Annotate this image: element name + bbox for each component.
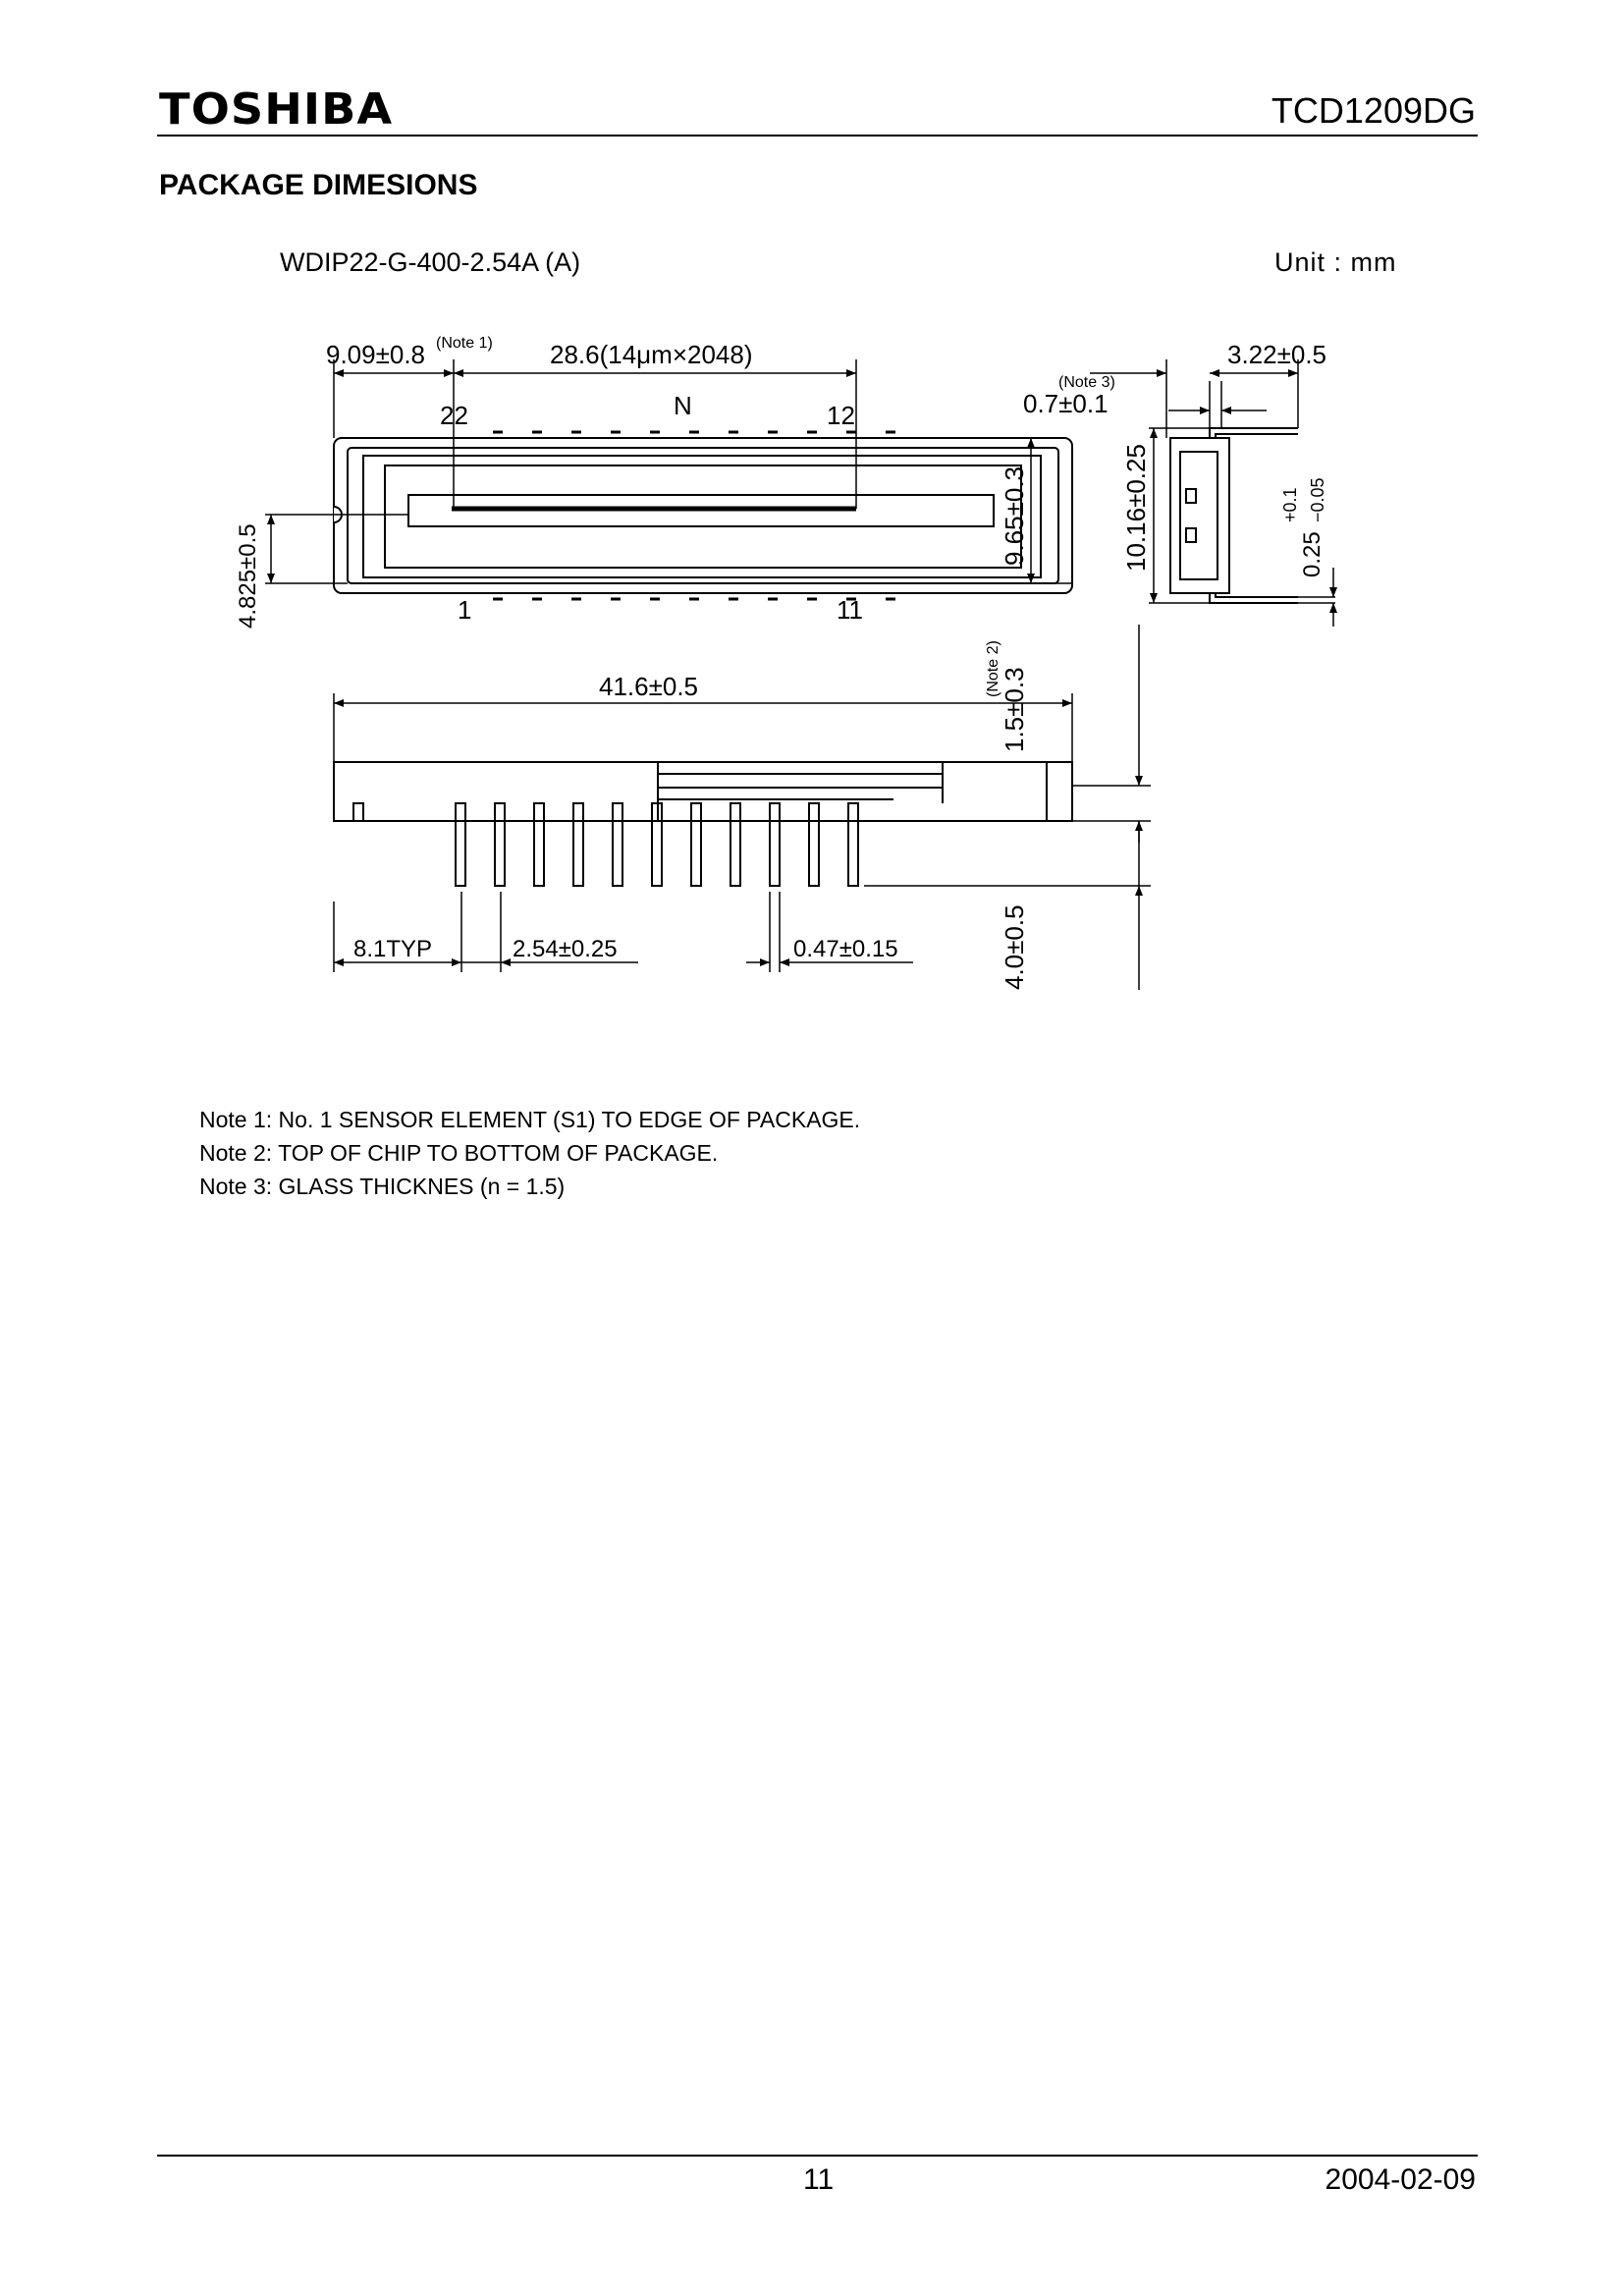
dim-label: 0.47±0.15 [793, 936, 898, 962]
dim-label: 28.6(14μm×2048) [550, 340, 753, 369]
note-ref: (Note 3) [1058, 374, 1115, 391]
document-number: TCD1209DG [1271, 90, 1476, 131]
dim-label: 0.25 [1299, 531, 1325, 577]
brand-logo: TOSHIBA [159, 84, 394, 135]
dim-label: 4.825±0.5 [235, 523, 261, 629]
page-number: 11 [803, 2163, 835, 2196]
dim-label: 8.1TYP [353, 936, 433, 962]
dim-label: −0.05 [1308, 477, 1327, 522]
dim-label: 1.5±0.3 [1000, 667, 1029, 752]
document-date: 2004-02-09 [1325, 2163, 1476, 2196]
dim-label: 4.0±0.5 [1000, 904, 1029, 990]
dim-label: 3.22±0.5 [1227, 340, 1327, 369]
pin-label: 1 [458, 595, 472, 625]
note-ref: (Note 2) [985, 640, 1001, 697]
header-rule [157, 135, 1478, 137]
section-title: PACKAGE DIMESIONS [159, 169, 478, 201]
pin-label: 22 [440, 401, 468, 430]
dim-label: 10.16±0.25 [1121, 444, 1151, 572]
package-code: WDIP22-G-400-2.54A (A) [280, 247, 581, 277]
note-1: Note 1: No. 1 SENSOR ELEMENT (S1) TO EDGE OF PACKAGE. [199, 1107, 861, 1132]
dim-label: +0.1 [1280, 487, 1300, 522]
note-3: Note 3: GLASS THICKNES (n = 1.5) [199, 1174, 566, 1199]
pin-label: 12 [827, 401, 855, 430]
dim-label: 0.7±0.1 [1023, 389, 1109, 418]
dim-label: 41.6±0.5 [599, 672, 699, 701]
dim-label: 2.54±0.25 [513, 936, 618, 962]
unit-label: Unit : mm [1274, 247, 1397, 277]
dim-label: 9.65±0.3 [1000, 465, 1029, 566]
note-ref: (Note 1) [436, 335, 493, 352]
pin-label: 11 [837, 595, 863, 625]
package-dimension-drawing [226, 312, 1384, 1019]
pin-label: N [674, 391, 692, 420]
note-2: Note 2: TOP OF CHIP TO BOTTOM OF PACKAGE. [199, 1140, 719, 1166]
footer-rule [157, 2155, 1478, 2157]
top-view [265, 359, 1072, 599]
dim-label: 9.09±0.8 [326, 340, 426, 369]
